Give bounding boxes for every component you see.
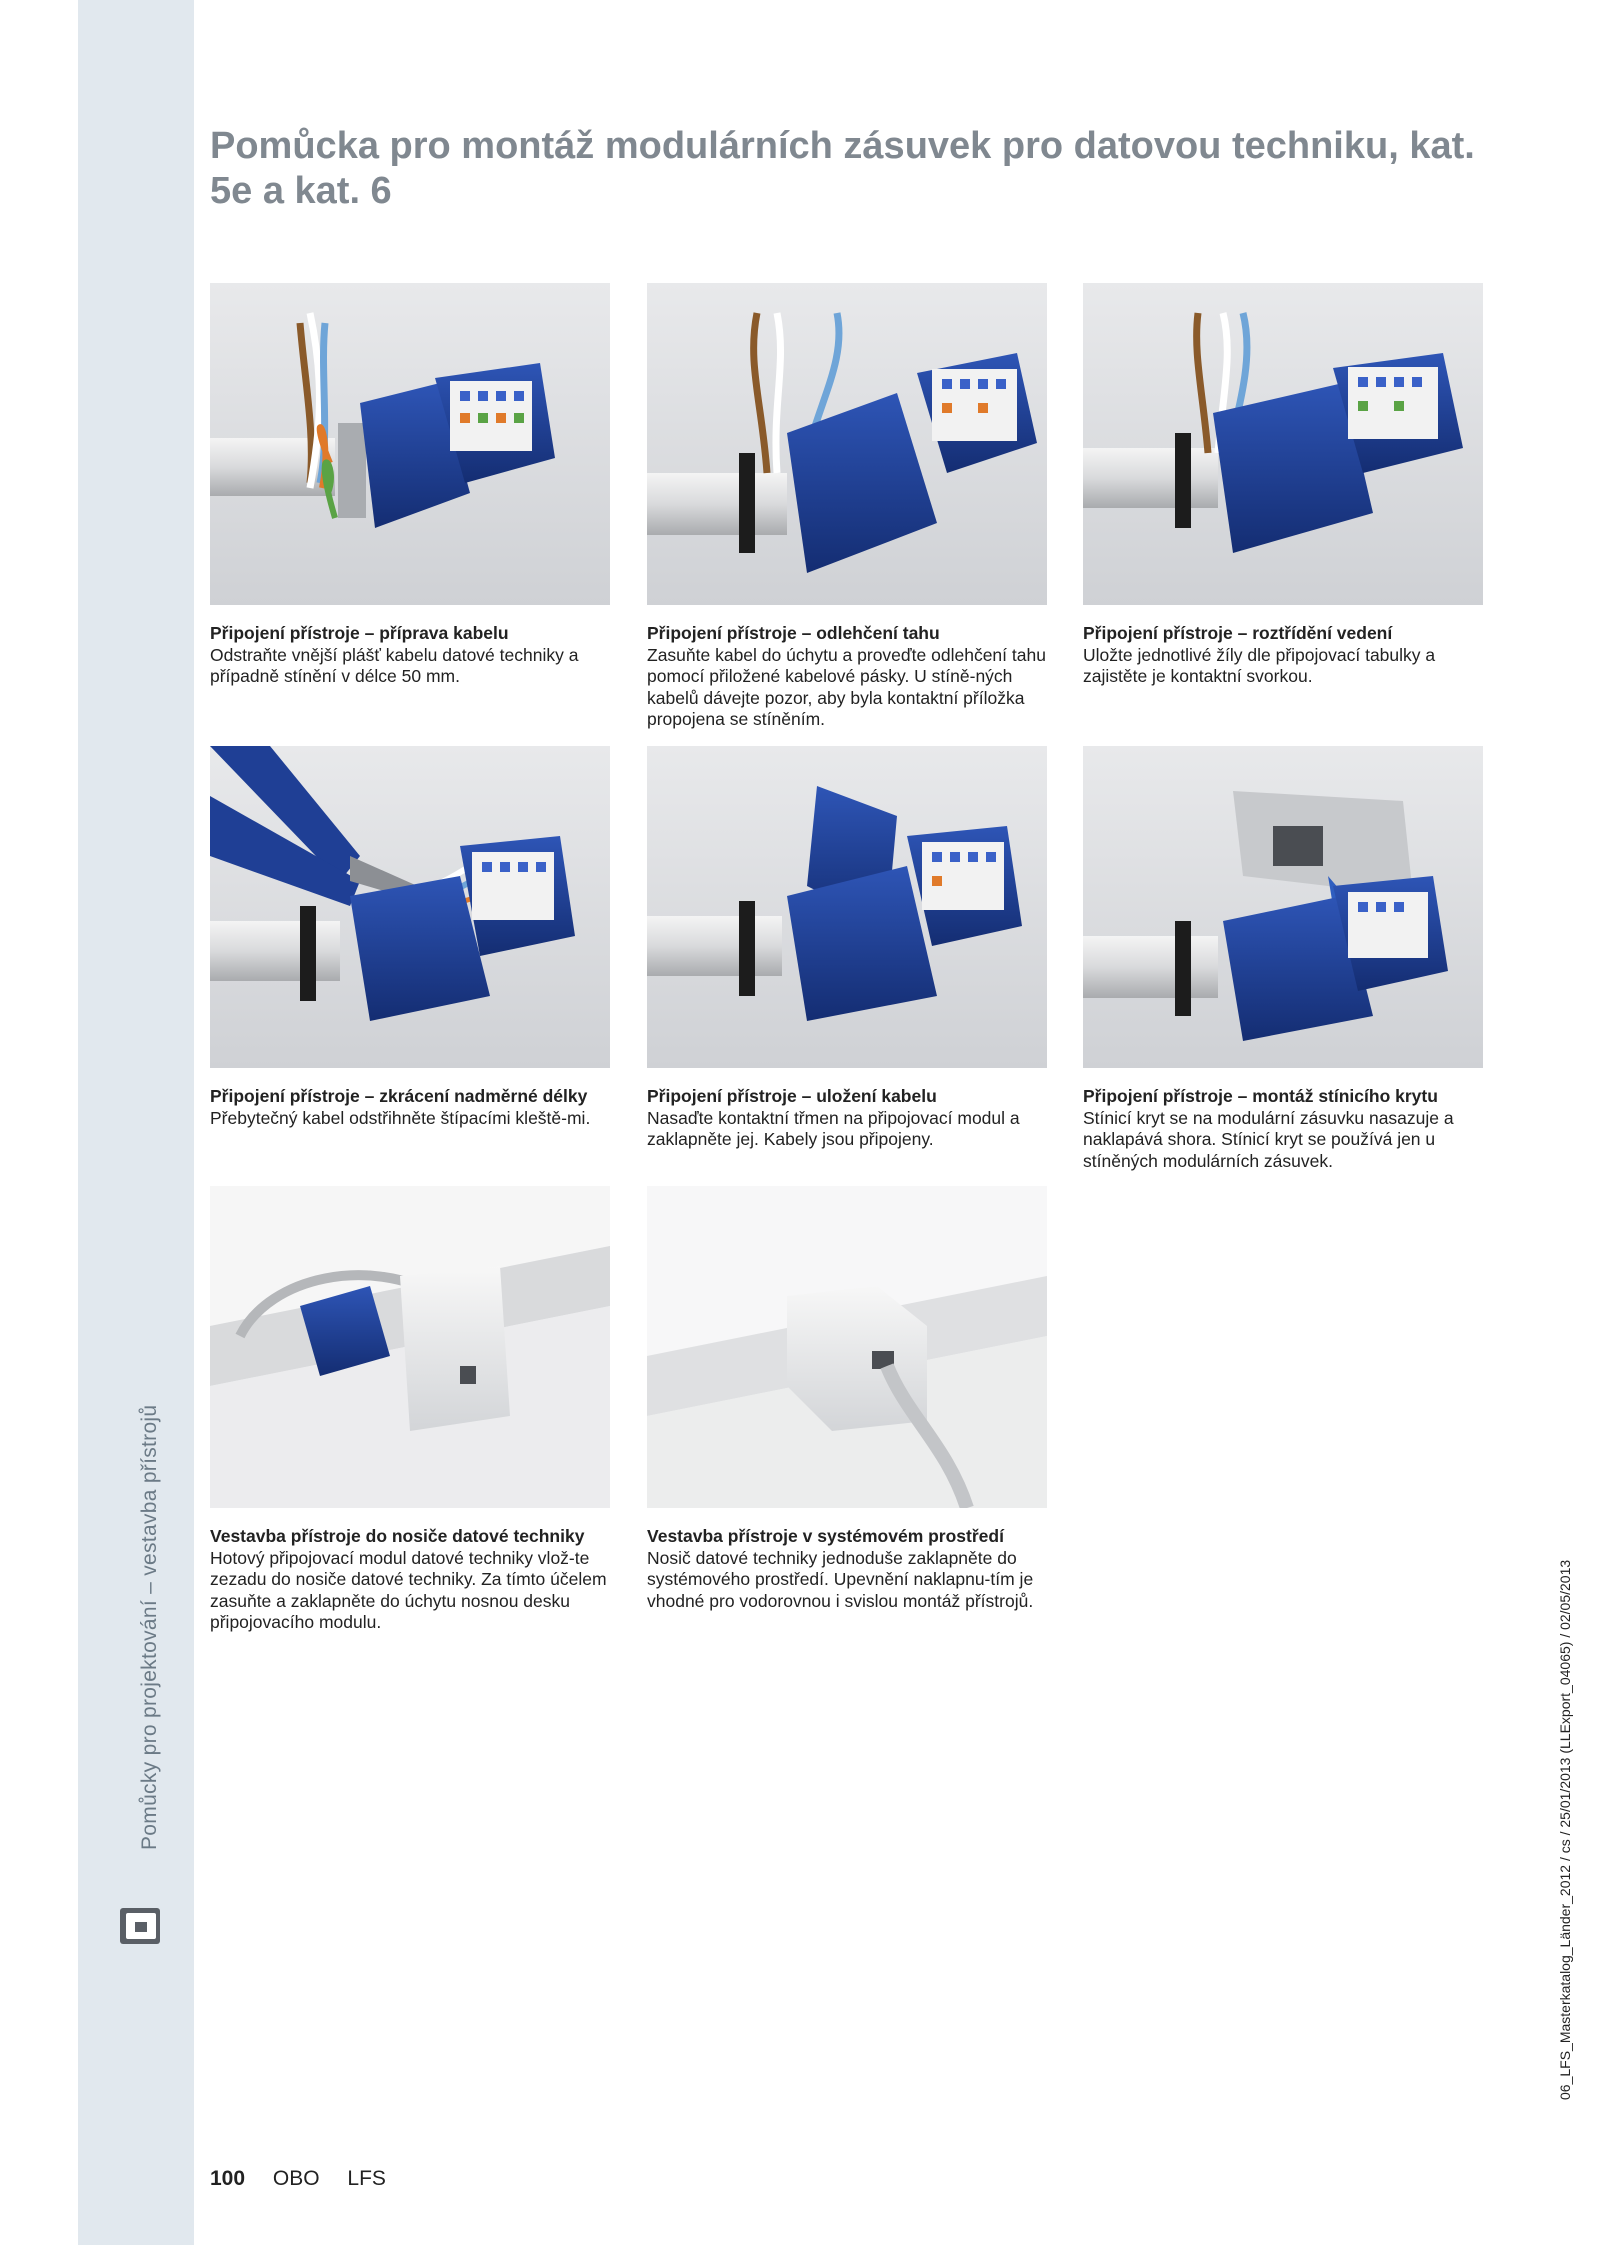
photo-cable-preparation xyxy=(210,283,610,605)
card-title: Vestavba přístroje do nosiče datové techniky xyxy=(210,1526,585,1546)
card-text: Nosič datové techniky jednoduše zaklapněte do systémového prostředí. Upevnění naklapnu-tím je vhodné pro vodorovnou i svislou montáž přístrojů. xyxy=(647,1547,1034,1611)
page-title: Pomůcka pro montáž modulárních zásuvek pro datovou techniku, kat. 5e a kat. 6 xyxy=(210,125,1475,212)
card-cable-seating xyxy=(647,746,1047,1151)
card-title: Připojení přístroje – zkrácení nadměrné délky xyxy=(210,1086,588,1106)
photo-trimming xyxy=(210,746,610,1068)
photo-carrier-installation xyxy=(210,1186,610,1508)
photo-system-installation xyxy=(647,1186,1047,1508)
card-text: Zasuňte kabel do úchytu a proveďte odlehčení tahu pomocí přiložené kabelové pásky. U stíně-ných kabelů dávejte pozor, aby byla kontaktní příložka propojena se stíněním. xyxy=(647,644,1046,729)
sidebar-label: Pomůcky pro projektování – vestavba přístrojů xyxy=(138,1404,161,1850)
card-title: Připojení přístroje – roztřídění vedení xyxy=(1083,623,1393,643)
photo-shield-cover xyxy=(1083,746,1483,1068)
card-text: Přebytečný kabel odstřihněte štípacími kleště-mi. xyxy=(210,1107,591,1128)
card-strain-relief xyxy=(647,283,1047,731)
page-footer xyxy=(210,2167,386,2191)
card-title: Vestavba přístroje v systémovém prostředí xyxy=(647,1526,1004,1546)
card-text: Hotový připojovací modul datové techniky vlož-te zezadu do nosiče datové techniky. Za tímto účelem zasuňte a zaklapněte do úchytu nosnou desku připojovacího modulu. xyxy=(210,1547,607,1632)
card-title: Připojení přístroje – montáž stínicího krytu xyxy=(1083,1086,1438,1106)
card-cable-preparation xyxy=(210,283,610,688)
photo-wire-sorting xyxy=(1083,283,1483,605)
card-shield-cover xyxy=(1083,746,1483,1172)
card-title: Připojení přístroje – odlehčení tahu xyxy=(647,623,940,643)
card-title: Připojení přístroje – uložení kabelu xyxy=(647,1086,937,1106)
footer-section: LFS xyxy=(347,2167,386,2190)
card-carrier-installation xyxy=(210,1186,610,1634)
document-meta: 06_LFS_Masterkatalog_Länder_2012 / cs / 25/01/2013 (LLExport_04065) / 02/05/2013 xyxy=(1557,1559,1573,2100)
card-system-installation xyxy=(647,1186,1047,1612)
footer-brand: OBO xyxy=(272,2167,320,2190)
socket-icon xyxy=(118,1904,162,1948)
card-text: Stínicí kryt se na modulární zásuvku nasazuje a naklapává shora. Stínicí kryt se používá jen u stíněných modulárních zásuvek. xyxy=(1083,1107,1454,1171)
card-title: Připojení přístroje – příprava kabelu xyxy=(210,623,509,643)
card-wire-sorting xyxy=(1083,283,1483,688)
card-text: Odstraňte vnější plášť kabelu datové techniky a případně stínění v délce 50 mm. xyxy=(210,644,579,686)
photo-strain-relief xyxy=(647,283,1047,605)
card-text: Uložte jednotlivé žíly dle připojovací tabulky a zajistěte je kontaktní svorkou. xyxy=(1083,644,1436,686)
page-number: 100 xyxy=(210,2167,246,2190)
card-text: Nasaďte kontaktní třmen na připojovací modul a zaklapněte jej. Kabely jsou připojeny. xyxy=(647,1107,1020,1149)
card-trimming xyxy=(210,746,610,1129)
photo-cable-seating xyxy=(647,746,1047,1068)
